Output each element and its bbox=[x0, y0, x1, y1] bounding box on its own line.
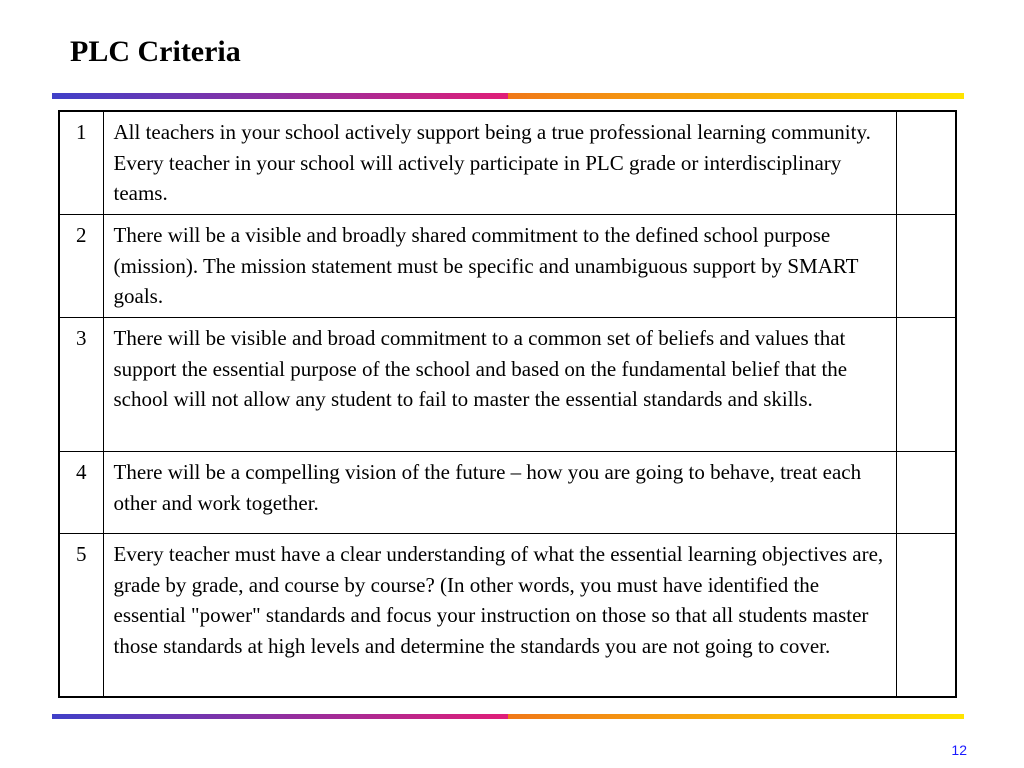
criteria-number: 2 bbox=[59, 215, 103, 318]
criteria-number: 5 bbox=[59, 534, 103, 698]
page-number: 12 bbox=[951, 742, 967, 758]
criteria-check-cell bbox=[896, 452, 956, 534]
criteria-text: All teachers in your school actively support being a true professional learning community. Every teacher in your school will actively participate in PLC grade or interdisciplinary teams. bbox=[103, 111, 896, 215]
criteria-row-2 bbox=[59, 215, 956, 318]
criteria-check-cell bbox=[896, 534, 956, 698]
criteria-number: 3 bbox=[59, 318, 103, 452]
criteria-text: Every teacher must have a clear understanding of what the essential learning objectives are, grade by grade, and course by course? (In other words, you must have identified the essential "power" standards and focus your instruction on those so that all students master those standards at high levels and determine the standards you are not going to cover. bbox=[103, 534, 896, 698]
slide-title: PLC Criteria bbox=[70, 35, 241, 68]
criteria-check-cell bbox=[896, 111, 956, 215]
criteria-number: 4 bbox=[59, 452, 103, 534]
criteria-text: There will be a visible and broadly shared commitment to the defined school purpose (mission). The mission statement must be specific and unambiguous support by SMART goals. bbox=[103, 215, 896, 318]
footer-divider-bar bbox=[52, 714, 964, 719]
criteria-row-4 bbox=[59, 452, 956, 534]
criteria-check-cell bbox=[896, 215, 956, 318]
criteria-row-3 bbox=[59, 318, 956, 452]
title-divider-bar bbox=[52, 93, 964, 99]
criteria-row-5 bbox=[59, 534, 956, 698]
criteria-row-1 bbox=[59, 111, 956, 215]
criteria-check-cell bbox=[896, 318, 956, 452]
criteria-table bbox=[58, 110, 957, 698]
criteria-number: 1 bbox=[59, 111, 103, 215]
criteria-text: There will be a compelling vision of the future – how you are going to behave, treat each other and work together. bbox=[103, 452, 896, 534]
criteria-text: There will be visible and broad commitment to a common set of beliefs and values that support the essential purpose of the school and based on the fundamental belief that the school will not allow any student to fail to master the essential standards and skills. bbox=[103, 318, 896, 452]
